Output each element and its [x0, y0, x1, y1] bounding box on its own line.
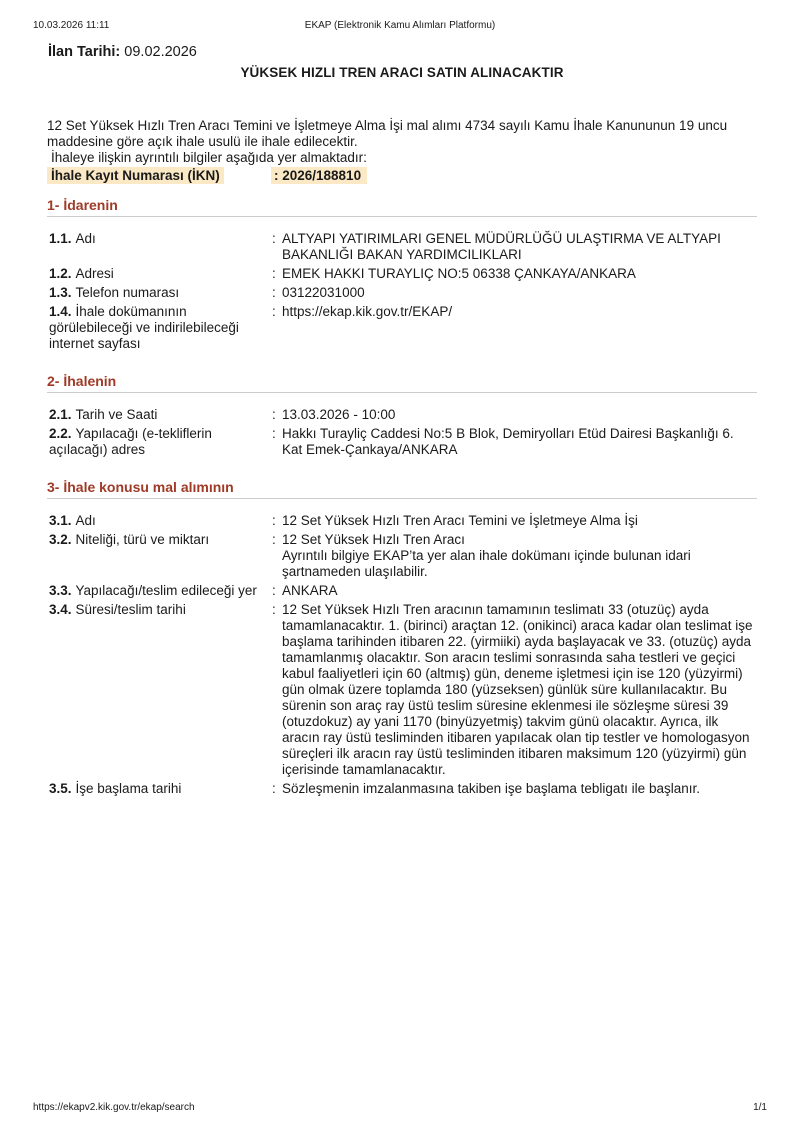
row-value: Sözleşmenin imzalanmasına takiben işe başlama tebligatı ile başlanır. — [282, 781, 700, 796]
page-number: 1/1 — [753, 1102, 767, 1113]
row-value: Hakkı Turayliç Caddesi No:5 B Blok, Demiryolları Etüd Dairesi Başkanlığı 6. Kat Emek-Çankaya/ANKARA — [282, 426, 734, 457]
tender-document-link[interactable]: https://ekap.kik.gov.tr/EKAP/ — [282, 304, 453, 319]
row-colon: : — [272, 231, 276, 246]
row-number: 1.1. — [49, 231, 72, 246]
info-row-3-1 — [47, 513, 757, 529]
ikn-value: : 2026/188810 — [271, 167, 367, 184]
info-row-2-2 — [47, 426, 757, 458]
row-value: 03122031000 — [282, 285, 365, 300]
row-value: 13.03.2026 - 10:00 — [282, 407, 396, 422]
row-colon: : — [272, 513, 276, 528]
info-row-3-2 — [47, 532, 757, 580]
row-colon: : — [272, 407, 276, 422]
notice-intro-details: İhaleye ilişkin ayrıntılı bilgiler aşağıda yer almaktadır: — [51, 150, 367, 165]
info-row-1-2 — [47, 266, 757, 282]
row-label: Adı — [75, 231, 96, 246]
row-colon: : — [272, 304, 276, 319]
row-value: ANKARA — [282, 583, 338, 598]
section-2-rows — [47, 407, 757, 458]
notice-date — [48, 44, 757, 60]
row-label: Yapılacağı (e-tekliflerin açılacağı) adres — [49, 426, 212, 457]
row-number: 3.2. — [49, 532, 72, 547]
section-3-title: 3- İhale konusu mal alımının — [47, 479, 757, 499]
row-number: 1.2. — [49, 266, 72, 281]
row-number: 2.2. — [49, 426, 72, 441]
row-label: İhale dokümanının görülebileceği ve indirilebileceği internet sayfası — [49, 304, 239, 351]
tender-notice — [47, 44, 757, 800]
info-row-1-1 — [47, 231, 757, 263]
row-colon: : — [272, 602, 276, 617]
row-colon: : — [272, 266, 276, 281]
row-label: İşe başlama tarihi — [75, 781, 182, 796]
row-number: 3.5. — [49, 781, 72, 796]
row-label: Süresi/teslim tarihi — [75, 602, 186, 617]
row-colon: : — [272, 583, 276, 598]
notice-date-value: 09.02.2026 — [124, 44, 197, 60]
info-row-3-4 — [47, 602, 757, 778]
row-number: 3.4. — [49, 602, 72, 617]
row-number: 1.4. — [49, 304, 72, 319]
info-row-3-5 — [47, 781, 757, 797]
row-value-line: 12 Set Yüksek Hızlı Tren Aracı — [282, 532, 465, 547]
section-1-rows — [47, 231, 757, 352]
print-header — [0, 0, 800, 34]
print-page-title: EKAP (Elektronik Kamu Alımları Platformu) — [304, 20, 496, 31]
notice-intro: 12 Set Yüksek Hızlı Tren Aracı Temini ve İşletmeye Alma İşi mal alımı 4734 sayılı Kamu İhale Kanununun 19 uncu maddesine göre açık ihale usulü ile ihale edilecektir. — [47, 118, 728, 149]
info-row-3-3 — [47, 583, 757, 599]
row-colon: : — [272, 285, 276, 300]
notice-date-label: İlan Tarihi: — [48, 44, 121, 60]
section-1-title: 1- İdarenin — [47, 197, 757, 217]
row-label: Adresi — [75, 266, 114, 281]
row-colon: : — [272, 426, 276, 441]
row-label: Adı — [75, 513, 96, 528]
row-value-note: Ayrıntılı bilgiye EKAP’ta yer alan ihale dokümanı içinde bulunan idari şartnameden ulaşılabilir. — [282, 548, 691, 579]
row-value: ALTYAPI YATIRIMLARI GENEL MÜDÜRLÜĞÜ ULAŞTIRMA VE ALTYAPI BAKANLIĞI BAKAN YARDIMCILIKLARI — [282, 231, 721, 262]
ikn-label: İhale Kayıt Numarası (İKN) — [47, 167, 224, 184]
print-url: https://ekapv2.kik.gov.tr/ekap/search — [33, 1102, 195, 1113]
row-number: 2.1. — [49, 407, 72, 422]
notice-title: YÜKSEK HIZLI TREN ARACI SATIN ALINACAKTIR — [240, 65, 564, 80]
row-value — [282, 532, 757, 580]
row-value: 12 Set Yüksek Hızlı Tren Aracı Temini ve İşletmeye Alma İşi — [282, 513, 638, 528]
info-row-2-1 — [47, 407, 757, 423]
row-label: Telefon numarası — [75, 285, 180, 300]
row-number: 1.3. — [49, 285, 72, 300]
ikn-row — [47, 167, 757, 187]
row-number: 3.1. — [49, 513, 72, 528]
section-3-rows — [47, 513, 757, 797]
section-2-title: 2- İhalenin — [47, 373, 757, 393]
row-number: 3.3. — [49, 583, 72, 598]
row-colon: : — [272, 781, 276, 796]
row-value: EMEK HAKKI TURAYLIÇ NO:5 06338 ÇANKAYA/ANKARA — [282, 266, 636, 281]
row-label: Yapılacağı/teslim edileceği yer — [75, 583, 257, 598]
row-colon: : — [272, 532, 276, 547]
info-row-1-4 — [47, 304, 757, 352]
print-datetime: 10.03.2026 11:11 — [33, 20, 110, 31]
row-value: 12 Set Yüksek Hızlı Tren aracının tamamının teslimatı 33 (otuzüç) ayda tamamlanacaktır. 1. (birinci) araçtan 12. (onikinci) araca kadar olan teslimat işe başlama tarihinden itibaren 22. (yirmiiki) ayda başlayacak ve 33. (otuzüç) ayda tamamlanmış olacaktır. Son aracın teslimi sonrasında saha testleri ve geçici kabul faaliyetleri için 60 (altmış) gün, deneme işletmesi için ise 120 (yüzyirmi) gün olmak üzere toplamda 180 (yüzseksen) günlük süre kullanılacaktır. Bu sürenin son araç ray üstü teslim süresine eklenmesi ile sözleşme süresi 39 (otuzdokuz) ay yani 1170 (binyüzyetmiş) takvim günü olacaktır. Ayrıca, ilk aracın ray üstü tesliminden itibaren yapılacak olan tip testler ve homologasyon süreçleri ilk aracın ray üstü tesliminden itibaren maksimum 120 (yüzyirmi) gün içerisinde tamamlanacaktır. — [282, 602, 753, 777]
row-label: Niteliği, türü ve miktarı — [75, 532, 210, 547]
info-row-1-3 — [47, 285, 757, 301]
row-label: Tarih ve Saati — [75, 407, 158, 422]
